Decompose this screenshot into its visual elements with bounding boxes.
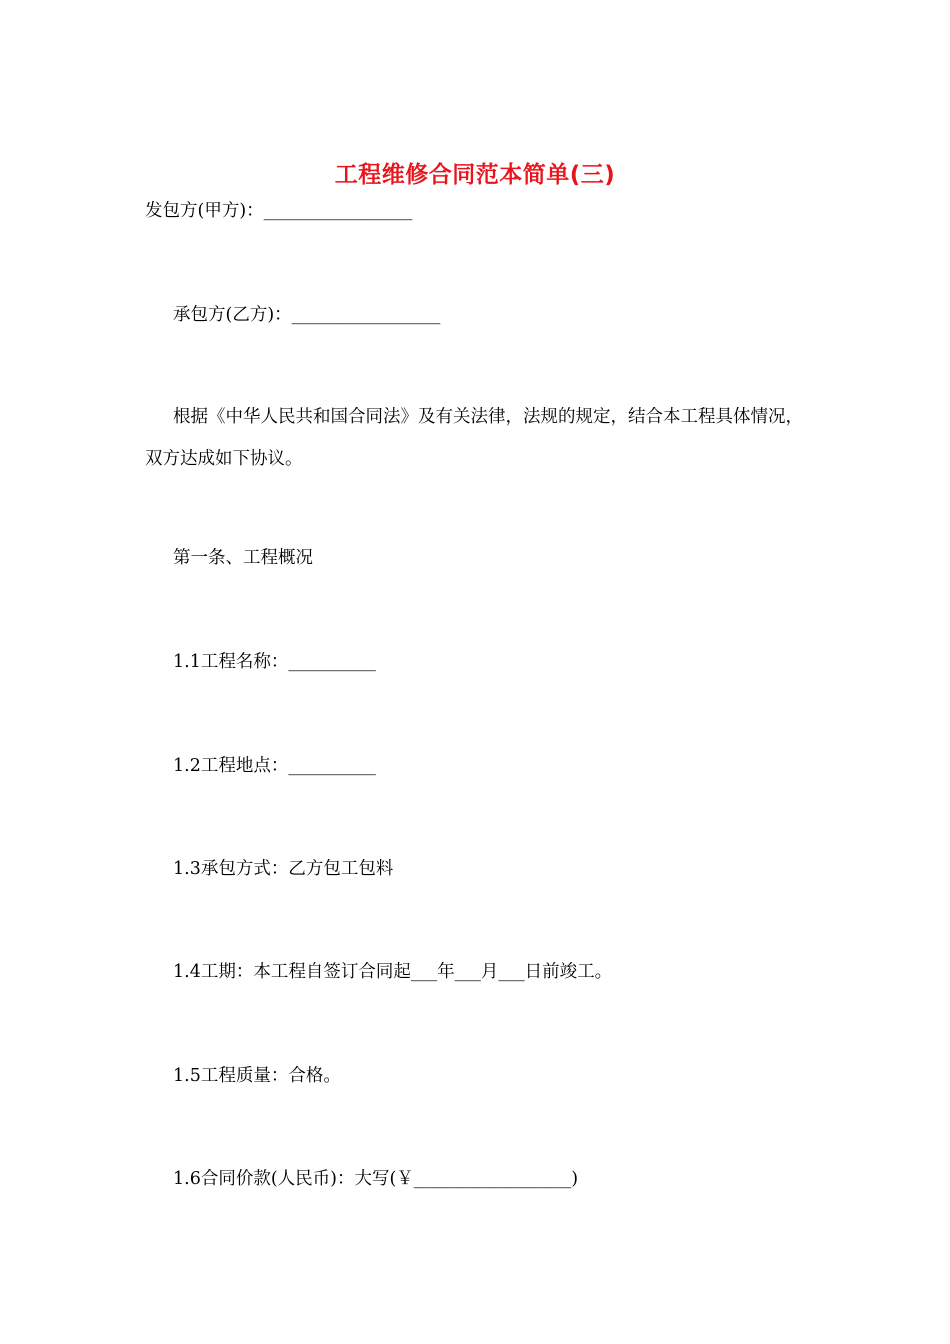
item-1-3: 1.3承包方式：乙方包工包料 (173, 859, 394, 879)
item-1-5: 1.5工程质量：合格。 (173, 1066, 341, 1086)
item-1-2: 1.2工程地点：__________ (173, 756, 376, 776)
document-title: 工程维修合同范本简单(三) (334, 162, 616, 188)
article-1-heading: 第一条、工程概况 (173, 548, 313, 568)
party-b-line: 承包方(乙方)：_________________ (173, 305, 441, 325)
preamble-paragraph: 根据《中华人民共和国合同法》及有关法律，法规的规定，结合本工程具体情况，双方达成如下协议。 (145, 407, 803, 469)
item-1-6: 1.6合同价款(人民币)：大写(￥__________________) (173, 1169, 579, 1189)
item-1-1: 1.1工程名称：__________ (173, 652, 376, 672)
item-1-4: 1.4工期：本工程自签订合同起___年___月___日前竣工。 (173, 962, 613, 982)
party-a-line: 发包方(甲方)：_________________ (145, 201, 413, 221)
